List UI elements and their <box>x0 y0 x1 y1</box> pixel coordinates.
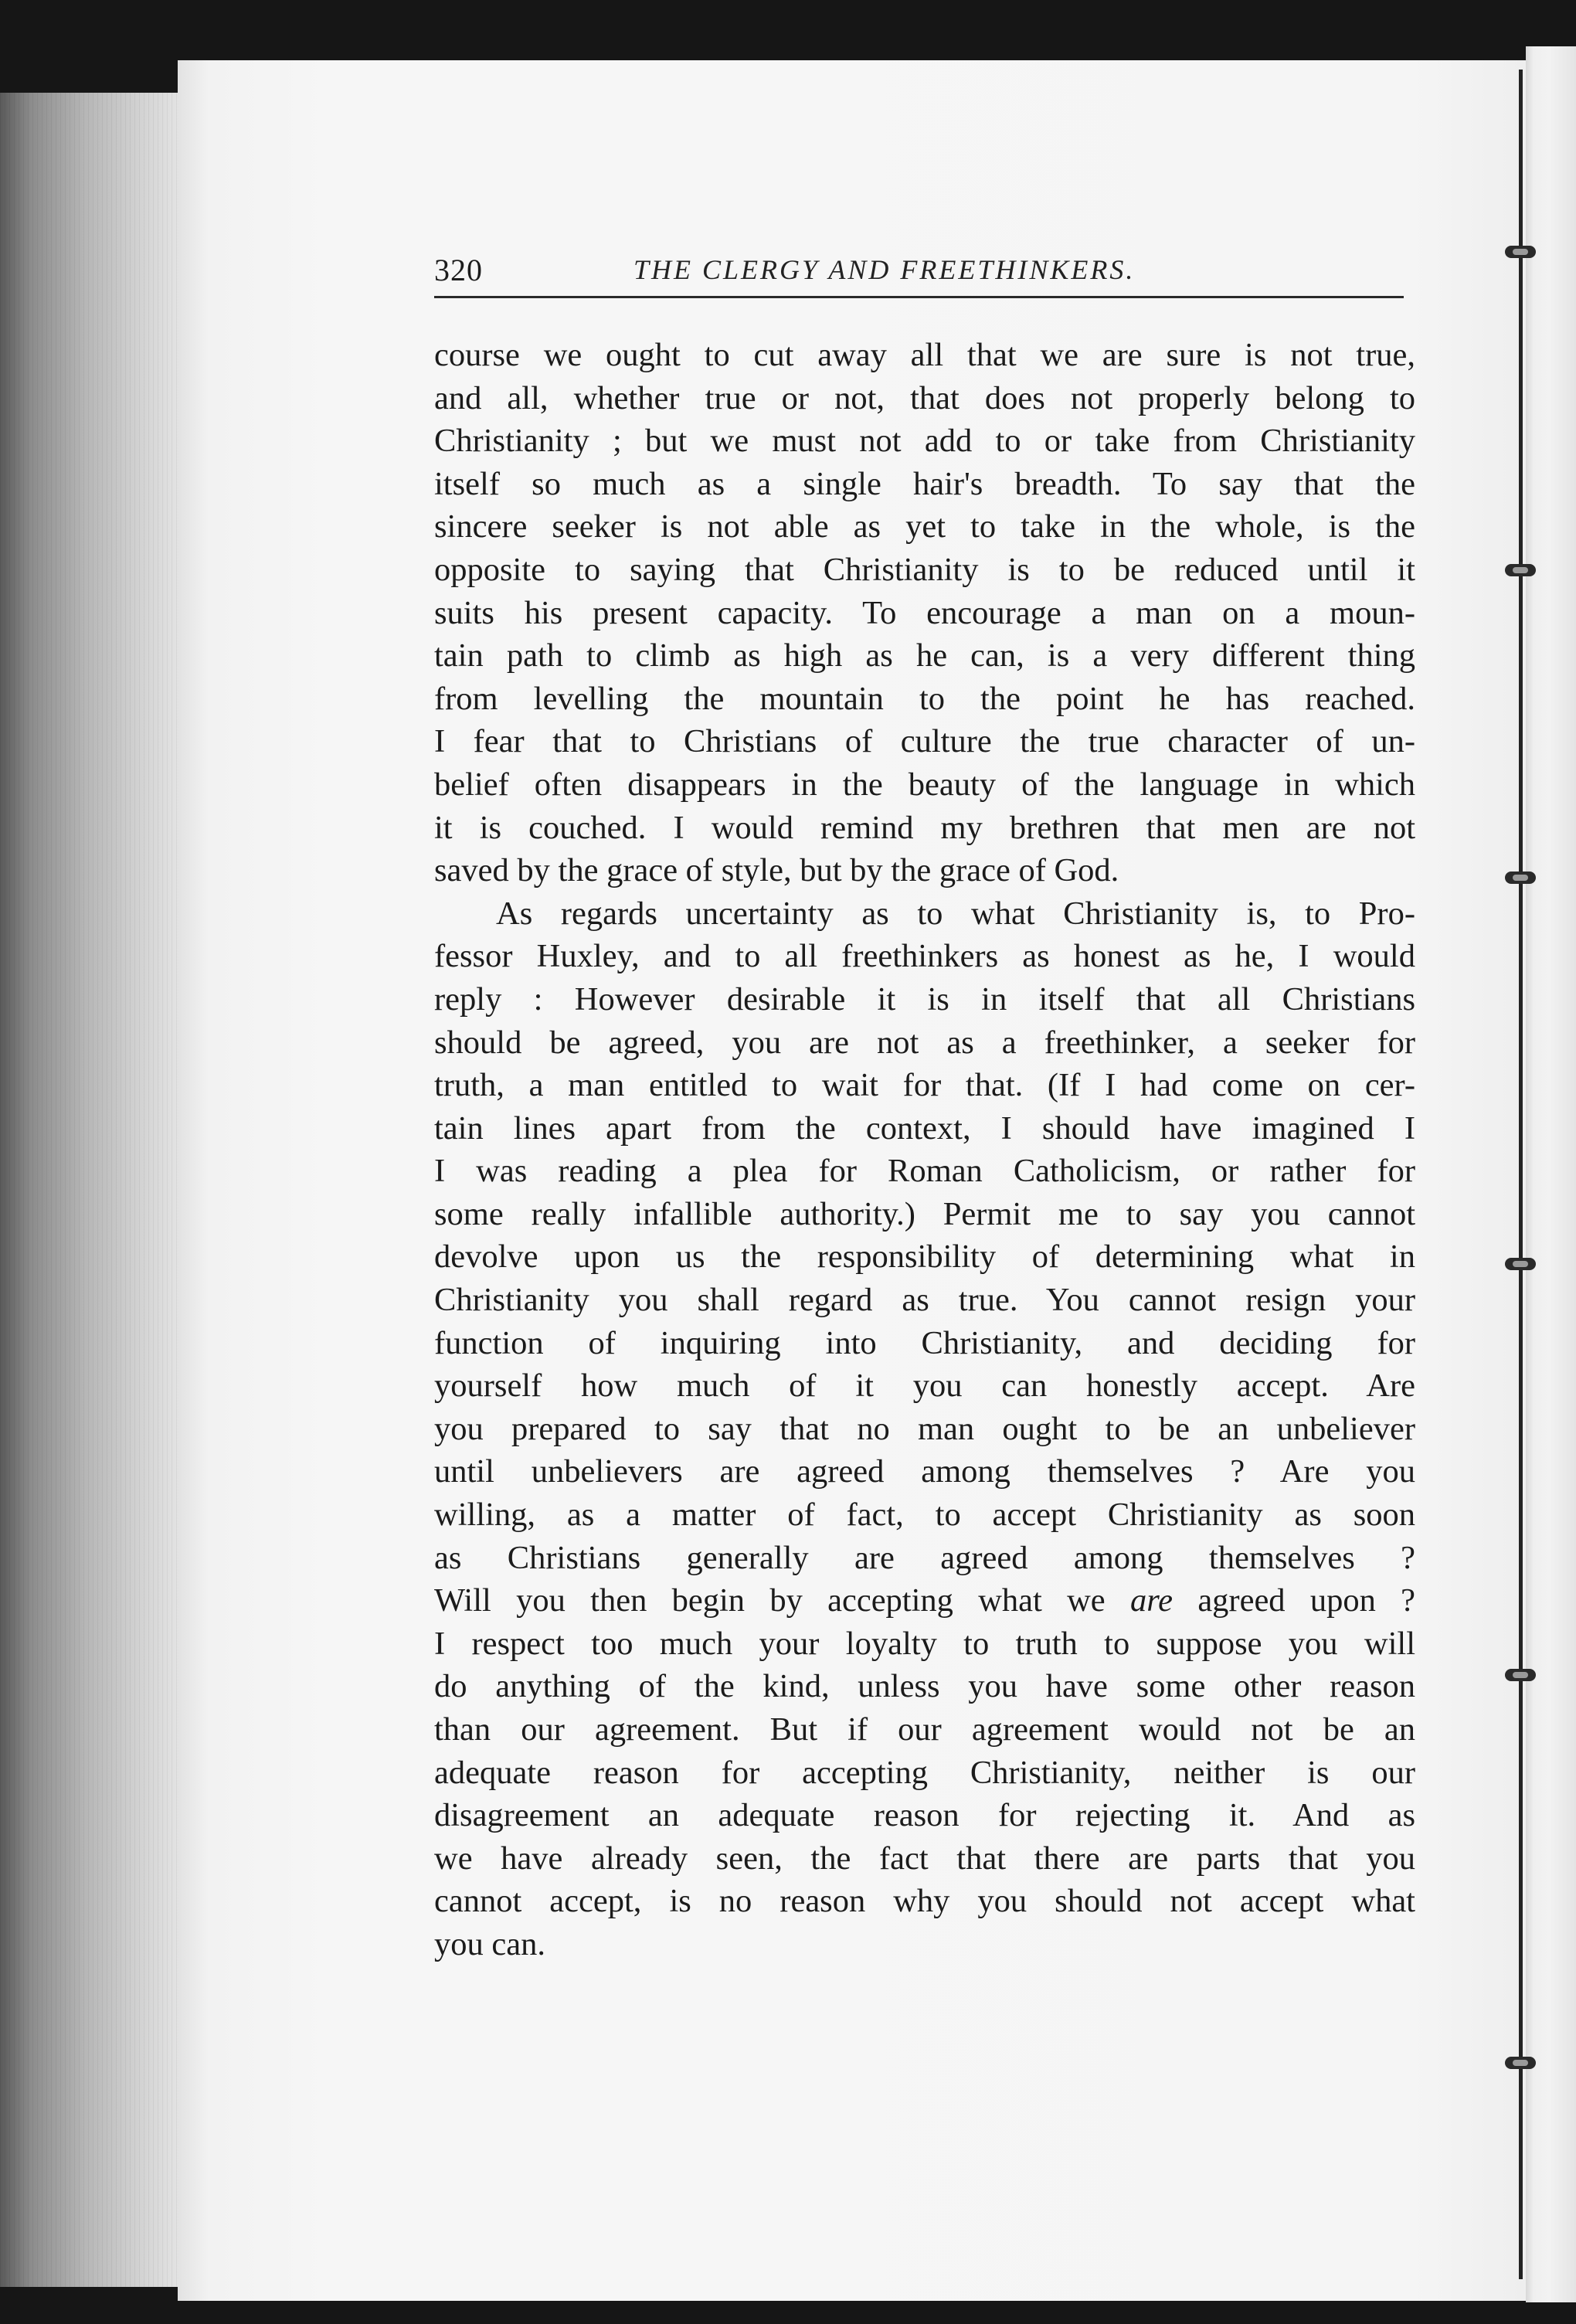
text-line: course we ought to cut away all that we are sure is not true, <box>434 337 1415 373</box>
page-stack-lines <box>0 93 185 2287</box>
text-line: sincere seeker is not able as yet to take in the whole, is the <box>434 508 1415 545</box>
body-text <box>434 334 1415 1966</box>
text-line: than our agreement. But if our agreement would not be an <box>434 1711 1415 1748</box>
line-segment: agreed upon ? <box>1173 1582 1415 1619</box>
text-line: tain path to climb as high as he can, is a very different thing <box>434 637 1415 674</box>
binding-ring-5 <box>1505 1669 1536 1681</box>
text-line: tain lines apart from the context, I should have imagined I <box>434 1109 1415 1147</box>
text-line: some really infallible authority.) Permit me to say you cannot <box>434 1195 1415 1232</box>
text-line: and all, whether true or not, that does not properly belong to <box>434 379 1415 416</box>
text-line: devolve upon us the responsibility of determining what in <box>434 1238 1415 1276</box>
text-line: should be agreed, you are not as a freethinker, a seeker for <box>434 1024 1415 1061</box>
text-line: fessor Huxley, and to all freethinkers as honest as he, I would <box>434 938 1415 975</box>
text-line: saved by the grace of style, but by the grace of God. <box>434 852 1119 889</box>
running-title: THE CLERGY AND FREETHINKERS. <box>633 254 1136 285</box>
text-line: itself so much as a single hair's breadth. To say that the <box>434 465 1415 502</box>
binding-strip <box>1526 46 1576 2302</box>
text-line: do anything of the kind, unless you have some other reason <box>434 1668 1415 1705</box>
binding-ring-4 <box>1505 1258 1536 1270</box>
text-line: I fear that to Christians of culture the true character of un- <box>434 723 1415 760</box>
text-line: Christianity ; but we must not add to or take from Christianity <box>434 423 1415 460</box>
text-line: Christianity you shall regard as true. You cannot resign your <box>434 1282 1415 1319</box>
text-line: from levelling the mountain to the point he has reached. <box>434 680 1415 717</box>
text-line: we have already seen, the fact that there are parts that you <box>434 1840 1415 1877</box>
binding-ring-2 <box>1505 564 1536 576</box>
paragraph-start-line: As regards uncertainty as to what Christianity is, to Pro- <box>496 895 1415 932</box>
text-line: opposite to saying that Christianity is to be reduced until it <box>434 551 1415 588</box>
text-line: yourself how much of it you can honestly accept. Are <box>434 1368 1415 1405</box>
text-line: until unbelievers are agreed among themselves ? Are you <box>434 1453 1415 1490</box>
text-line: reply : However desirable it is in itself that all Christians <box>434 980 1415 1018</box>
page-header <box>434 246 1401 300</box>
page-number: 320 <box>434 253 483 287</box>
text-line: you prepared to say that no man ought to be an unbeliever <box>434 1410 1415 1447</box>
text-line: I was reading a plea for Roman Catholicism, or rather for <box>434 1153 1415 1190</box>
text-line: disagreement an adequate reason for rejecting it. And as <box>434 1797 1415 1834</box>
emphasized-word: are <box>1129 1582 1174 1619</box>
text-line: as Christians generally are agreed among themselves ? <box>434 1539 1415 1576</box>
text-line: it is couched. I would remind my brethren that men are not <box>434 809 1415 846</box>
text-line: function of inquiring into Christianity, and deciding for <box>434 1324 1415 1361</box>
text-line: suits his present capacity. To encourage a man on a moun- <box>434 594 1415 631</box>
text-line: cannot accept, is no reason why you should not accept what <box>434 1883 1415 1920</box>
binding-ring-6 <box>1505 2057 1536 2069</box>
binding-spine-line <box>1519 70 1523 2279</box>
text-line: belief often disappears in the beauty of the language in which <box>434 766 1415 803</box>
text-line: willing, as a matter of fact, to accept Christianity as soon <box>434 1497 1415 1534</box>
binding-ring-1 <box>1505 246 1536 258</box>
line-segment: Will you then begin by accepting what we <box>434 1582 1130 1619</box>
binding-ring-3 <box>1505 872 1536 884</box>
text-line: I respect too much your loyalty to truth to suppose you will <box>434 1625 1415 1662</box>
text-line: you can. <box>434 1925 545 1962</box>
text-line: adequate reason for accepting Christianity, neither is our <box>434 1754 1415 1791</box>
header-rule <box>434 296 1404 298</box>
text-line: truth, a man entitled to wait for that. (If I had come on cer- <box>434 1067 1415 1104</box>
text-line-with-emphasis <box>434 1579 1415 1622</box>
